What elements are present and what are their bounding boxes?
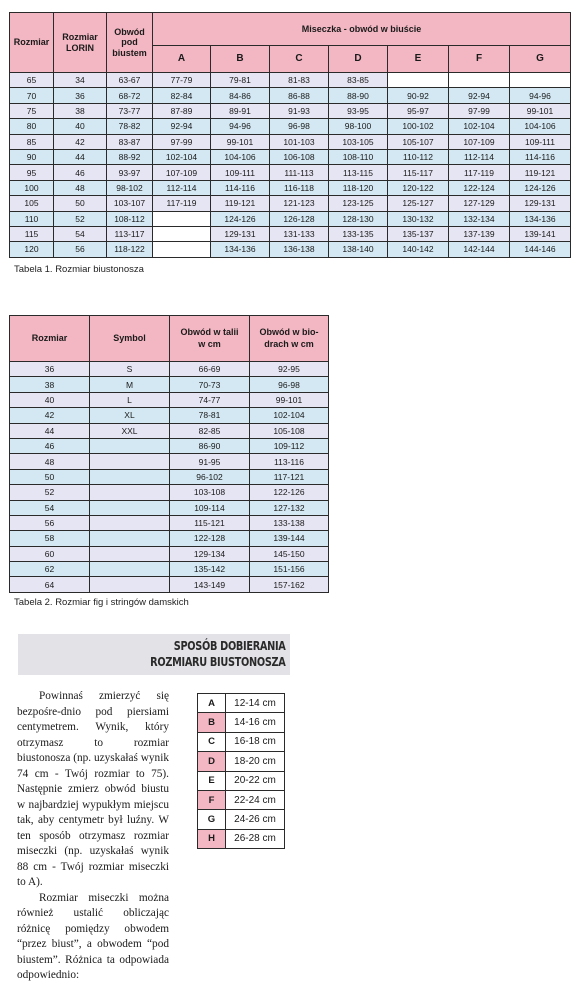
cup-range: 14-16 cm [226, 713, 285, 732]
table-cell: 144-146 [510, 242, 571, 257]
table-cell: 117-119 [449, 165, 510, 180]
table-cell: 97-99 [153, 134, 211, 149]
table-cell: 50 [10, 469, 90, 484]
table-cell: 112-114 [153, 180, 211, 195]
table-cell: 73-77 [107, 103, 153, 118]
table-cell: 130-132 [388, 211, 449, 226]
table-cell: 36 [54, 88, 107, 103]
table-cell: 118-120 [329, 180, 388, 195]
table-row [10, 180, 571, 195]
table-row [10, 469, 329, 484]
table-row [10, 226, 571, 241]
table-row [10, 377, 329, 392]
table-cell: 48 [54, 180, 107, 195]
table-cell: 77-79 [153, 73, 211, 88]
table-row [10, 438, 329, 453]
table-cell [153, 211, 211, 226]
table-cell: 38 [10, 377, 90, 392]
table-cell: 60 [10, 546, 90, 561]
table-cell: 110-112 [388, 149, 449, 164]
table-cell: 138-140 [329, 242, 388, 257]
table-cell: 68-72 [107, 88, 153, 103]
table-cell: 103-105 [329, 134, 388, 149]
table-cell: 93-95 [329, 103, 388, 118]
table-cell: 121-123 [270, 196, 329, 211]
table-cell: 58 [10, 531, 90, 546]
table-cell: 34 [54, 73, 107, 88]
table-cell: 132-134 [449, 211, 510, 226]
header-cup-d: D [329, 46, 388, 73]
cup-letter: H [198, 829, 226, 848]
table-cell: 85 [10, 134, 54, 149]
table-cell [90, 500, 170, 515]
table-row [10, 88, 571, 103]
cup-range: 16-18 cm [226, 732, 285, 751]
table-cell: 126-128 [270, 211, 329, 226]
header-cup-e: E [388, 46, 449, 73]
header-underbust: Obwód pod biustem [107, 13, 153, 73]
header-hips: Obwód w bio- drach w cm [250, 316, 329, 362]
header-cup-group: Miseczka - obwód w biuście [153, 13, 571, 46]
table-cell: 136-138 [270, 242, 329, 257]
table-row [10, 531, 329, 546]
table-cell: 91-93 [270, 103, 329, 118]
table-cell: 82-84 [153, 88, 211, 103]
table-cell: 66-69 [170, 362, 250, 377]
table-cell: 40 [54, 119, 107, 134]
table-cell: 118-122 [107, 242, 153, 257]
table-cell: 122-128 [170, 531, 250, 546]
cup-row [198, 829, 285, 848]
table1-caption: Tabela 1. Rozmiar biustonosza [14, 264, 144, 275]
table-cell: 106-108 [270, 149, 329, 164]
header-cup-c: C [270, 46, 329, 73]
table-cell: 42 [54, 134, 107, 149]
table-cell: 80 [10, 119, 54, 134]
table-cell: 133-138 [250, 515, 329, 530]
table-cell: 36 [10, 362, 90, 377]
table-cell: 101-103 [270, 134, 329, 149]
table-cell: 54 [10, 500, 90, 515]
table-cell: 42 [10, 408, 90, 423]
table-cell: 109-112 [250, 438, 329, 453]
table-cell: 79-81 [211, 73, 270, 88]
table-cell: 119-121 [510, 165, 571, 180]
table-cell: 103-107 [107, 196, 153, 211]
table-cell: 108-112 [107, 211, 153, 226]
table-cell: 54 [54, 226, 107, 241]
table-cell [90, 577, 170, 592]
table-cell: 127-132 [250, 500, 329, 515]
table-cell: 134-136 [211, 242, 270, 257]
table-row [10, 196, 571, 211]
table-cell [90, 531, 170, 546]
table-cell: 102-104 [449, 119, 510, 134]
table-cell: 105 [10, 196, 54, 211]
bra-size-table-body [10, 73, 571, 258]
cup-range: 24-26 cm [226, 810, 285, 829]
table-row [10, 562, 329, 577]
cup-letter: G [198, 810, 226, 829]
table-cell: 122-126 [250, 485, 329, 500]
table-row [10, 149, 571, 164]
table-cell: 127-129 [449, 196, 510, 211]
table-cell: 135-142 [170, 562, 250, 577]
header-cup-a: A [153, 46, 211, 73]
header-size: Rozmiar [10, 13, 54, 73]
table-cell: 140-142 [388, 242, 449, 257]
table-row [10, 515, 329, 530]
cup-range: 12-14 cm [226, 694, 285, 713]
table-cell: 81-83 [270, 73, 329, 88]
table-cell: 143-149 [170, 577, 250, 592]
table-cell: 133-135 [329, 226, 388, 241]
table-cell: 131-133 [270, 226, 329, 241]
table-cell: 46 [54, 165, 107, 180]
table-cell: 102-104 [153, 149, 211, 164]
table-cell: 129-131 [211, 226, 270, 241]
table-cell [153, 226, 211, 241]
cup-row [198, 713, 285, 732]
table-cell [153, 242, 211, 257]
table-row [10, 119, 571, 134]
table-cell: 92-94 [153, 119, 211, 134]
table-cell: 64 [10, 577, 90, 592]
table-cell [90, 454, 170, 469]
table-cell: 145-150 [250, 546, 329, 561]
table-cell: 113-116 [250, 454, 329, 469]
table-cell: 46 [10, 438, 90, 453]
table-row [10, 500, 329, 515]
table-cell: 44 [10, 423, 90, 438]
table-cell [388, 73, 449, 88]
table-cell: 139-144 [250, 531, 329, 546]
header-lorin-size: Rozmiar LORIN [54, 13, 107, 73]
table-cell: 124-126 [510, 180, 571, 195]
table-cell: 103-108 [170, 485, 250, 500]
table-cell: 124-126 [211, 211, 270, 226]
table-row [10, 485, 329, 500]
table-cell: 98-100 [329, 119, 388, 134]
table-cell: 110 [10, 211, 54, 226]
table-cell [90, 515, 170, 530]
table-cell: 83-85 [329, 73, 388, 88]
table-cell: 83-87 [107, 134, 153, 149]
table-cell: 109-111 [211, 165, 270, 180]
table-cell [90, 485, 170, 500]
table-cell: XL [90, 408, 170, 423]
table-cell: 117-119 [153, 196, 211, 211]
table-cell: 78-81 [170, 408, 250, 423]
table-cell: 113-115 [329, 165, 388, 180]
header-symbol: Symbol [90, 316, 170, 362]
header-cup-f: F [449, 46, 510, 73]
table-cell: 95 [10, 165, 54, 180]
table-cell: 104-106 [211, 149, 270, 164]
cup-row [198, 790, 285, 809]
table-cell [90, 562, 170, 577]
table-cell: 137-139 [449, 226, 510, 241]
header-size: Rozmiar [10, 316, 90, 362]
table-cell: 157-162 [250, 577, 329, 592]
cup-letter: A [198, 694, 226, 713]
table-cell: 48 [10, 454, 90, 469]
cup-range: 22-24 cm [226, 790, 285, 809]
table-cell: 116-118 [270, 180, 329, 195]
table-cell: 120-122 [388, 180, 449, 195]
table-cell: 142-144 [449, 242, 510, 257]
table-cell: 120 [10, 242, 54, 257]
table-cell: 50 [54, 196, 107, 211]
cup-row [198, 810, 285, 829]
section-heading [18, 634, 290, 675]
cup-letter: C [198, 732, 226, 751]
table-cell: 113-117 [107, 226, 153, 241]
table-cell: 115-117 [388, 165, 449, 180]
table-cell: 78-82 [107, 119, 153, 134]
table-cell [510, 73, 571, 88]
table-row [10, 362, 329, 377]
table-cell: 114-116 [211, 180, 270, 195]
header-waist: Obwód w talii w cm [170, 316, 250, 362]
table-row [10, 165, 571, 180]
table-row [10, 73, 571, 88]
table-cell: 84-86 [211, 88, 270, 103]
paragraph-1: Powinnaś zmierzyć się bezpośre-dnio pod piersiami centymetrem. Wynik, który otrzymasz to rozmiar biustonosza (np. uzyskałaś wynik 74 cm - Twój rozmiar to 75). Następnie zmierz obwód biustu w najbardziej wypukłym miejscu tak, aby centymetr był luźny. W ten sposób otrzymasz rozmiar miseczki (np. uzyskałaś wynik 88 cm - Twój rozmiar miseczki to A). [17, 690, 169, 888]
table-cell: M [90, 377, 170, 392]
cup-row [198, 771, 285, 790]
cup-row [198, 694, 285, 713]
instructions-text [17, 689, 169, 984]
table-cell: 97-99 [449, 103, 510, 118]
table-cell: 94-96 [510, 88, 571, 103]
table-cell: 111-113 [270, 165, 329, 180]
heading-line-1: SPOSÓB DOBIERANIA [174, 638, 286, 653]
table-cell: 99-101 [211, 134, 270, 149]
table-row [10, 211, 571, 226]
table-cell: 107-109 [153, 165, 211, 180]
table-cell: 62 [10, 562, 90, 577]
table-row [10, 134, 571, 149]
cup-row [198, 752, 285, 771]
table-cell: 134-136 [510, 211, 571, 226]
table-cell [90, 546, 170, 561]
table-cell: 88-90 [329, 88, 388, 103]
table-cell: 117-121 [250, 469, 329, 484]
header-cup-b: B [211, 46, 270, 73]
cup-letter: E [198, 771, 226, 790]
table-cell: 128-130 [329, 211, 388, 226]
table-cell: XXL [90, 423, 170, 438]
table-cell: 75 [10, 103, 54, 118]
table-cell: 44 [54, 149, 107, 164]
table-cell: 105-107 [388, 134, 449, 149]
table-cell: 151-156 [250, 562, 329, 577]
table-cell: 125-127 [388, 196, 449, 211]
table-cell: 65 [10, 73, 54, 88]
table-cell: 100 [10, 180, 54, 195]
table-cell: 70 [10, 88, 54, 103]
table-cell: 56 [10, 515, 90, 530]
table-cell: 92-95 [250, 362, 329, 377]
heading-line-2: ROZMIARU BIUSTONOSZA [150, 654, 286, 669]
table-cell [90, 438, 170, 453]
cup-difference-table [197, 693, 285, 849]
table-cell: 98-102 [107, 180, 153, 195]
header-cup-g: G [510, 46, 571, 73]
table-cell: 114-116 [510, 149, 571, 164]
table-cell: 52 [54, 211, 107, 226]
table-cell: 122-124 [449, 180, 510, 195]
table-cell: 92-94 [449, 88, 510, 103]
table-cell: 104-106 [510, 119, 571, 134]
table-row [10, 423, 329, 438]
table-cell: 52 [10, 485, 90, 500]
table-row [10, 392, 329, 407]
cup-range: 18-20 cm [226, 752, 285, 771]
table-cell: 108-110 [329, 149, 388, 164]
table-cell: 109-114 [170, 500, 250, 515]
table-cell: 96-98 [270, 119, 329, 134]
table-cell: 86-88 [270, 88, 329, 103]
cup-range: 26-28 cm [226, 829, 285, 848]
table-cell: 94-96 [211, 119, 270, 134]
table-cell [449, 73, 510, 88]
table-cell: 91-95 [170, 454, 250, 469]
table-cell: 115 [10, 226, 54, 241]
table-cell: 70-73 [170, 377, 250, 392]
table-row [10, 577, 329, 592]
briefs-size-table [9, 315, 329, 593]
table-row [10, 242, 571, 257]
table-cell [90, 469, 170, 484]
table-cell: 82-85 [170, 423, 250, 438]
cup-range: 20-22 cm [226, 771, 285, 790]
table-cell: 88-92 [107, 149, 153, 164]
cup-letter: D [198, 752, 226, 771]
table-cell: 129-134 [170, 546, 250, 561]
table-cell: 93-97 [107, 165, 153, 180]
table-cell: 56 [54, 242, 107, 257]
table-row [10, 408, 329, 423]
table-cell: 86-90 [170, 438, 250, 453]
table-cell: 129-131 [510, 196, 571, 211]
table-cell: 123-125 [329, 196, 388, 211]
table-cell: 95-97 [388, 103, 449, 118]
table-cell: 139-141 [510, 226, 571, 241]
table-cell: 105-108 [250, 423, 329, 438]
table-cell: 96-98 [250, 377, 329, 392]
table-row [10, 103, 571, 118]
table-cell: 99-101 [510, 103, 571, 118]
table-cell: 119-121 [211, 196, 270, 211]
table-cell: 96-102 [170, 469, 250, 484]
table-cell: S [90, 362, 170, 377]
cup-letter: F [198, 790, 226, 809]
table-cell: 90 [10, 149, 54, 164]
table-cell: 109-111 [510, 134, 571, 149]
table-cell: 135-137 [388, 226, 449, 241]
briefs-size-table-body [10, 362, 329, 593]
table-cell: 87-89 [153, 103, 211, 118]
table-cell: 100-102 [388, 119, 449, 134]
bra-size-table [9, 12, 571, 258]
table-cell: 90-92 [388, 88, 449, 103]
table-row [10, 454, 329, 469]
table-cell: 40 [10, 392, 90, 407]
table-row [10, 546, 329, 561]
table-cell: 99-101 [250, 392, 329, 407]
table-cell: 63-67 [107, 73, 153, 88]
table2-caption: Tabela 2. Rozmiar fig i stringów damskich [14, 597, 189, 608]
table-cell: 112-114 [449, 149, 510, 164]
table-cell: 74-77 [170, 392, 250, 407]
table-cell: 115-121 [170, 515, 250, 530]
table-cell: 102-104 [250, 408, 329, 423]
table-cell: 89-91 [211, 103, 270, 118]
table-cell: 107-109 [449, 134, 510, 149]
table-cell: L [90, 392, 170, 407]
table-cell: 38 [54, 103, 107, 118]
cup-letter: B [198, 713, 226, 732]
cup-row [198, 732, 285, 751]
paragraph-2: Rozmiar miseczki można również ustalić obliczając różnicę pomiędzy obwodem “przez biust”, a obwodem “pod biustem”. Różnica ta odpowiada odpowiednio: [17, 891, 169, 981]
